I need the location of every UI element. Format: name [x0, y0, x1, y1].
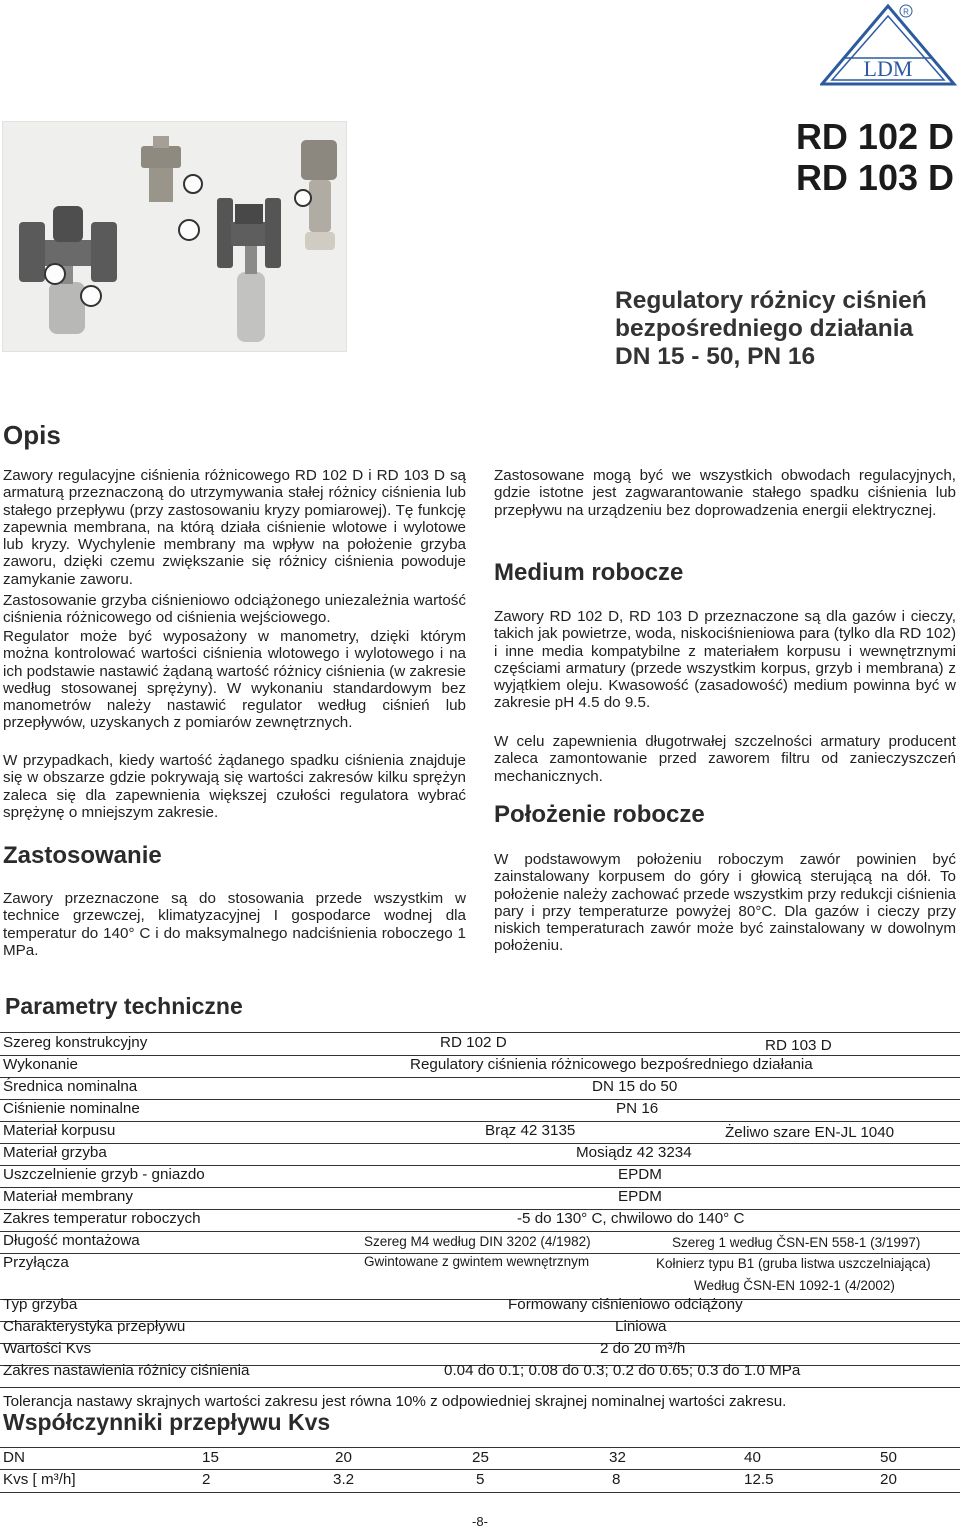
ldm-logo [820, 2, 958, 88]
param-value: EPDM [618, 1166, 662, 1183]
section-heading-opis: Opis [3, 420, 61, 450]
param-value: EPDM [618, 1188, 662, 1205]
param-value-rd103: RD 103 D [765, 1037, 832, 1054]
param-label: Wartości Kvs [3, 1340, 92, 1357]
kvs-value: 12.5 [744, 1471, 774, 1488]
table-row [0, 1232, 960, 1254]
param-label: Zakres temperatur roboczych [3, 1210, 201, 1227]
tolerance-note: Tolerancja nastawy skrajnych wartości zakresu jest równa 10% z odpowiedniej skrajnej nominalnej wartości zakresu. [3, 1393, 787, 1410]
param-value-rd103: Żeliwo szare EN-JL 1040 [725, 1124, 895, 1141]
table-row [0, 1362, 960, 1384]
param-value: Mosiądz 42 3234 [576, 1144, 692, 1161]
param-label: Materiał korpusu [3, 1122, 116, 1139]
zastosowanie-paragraph-2: Zastosowane mogą być we wszystkich obwodach regulacyjnych, gdzie istotne jest zagwarantowanie stałego spadku ciśnienia lub przepływu na urządzeniu bez doprowadzenia energii elektrycznej. [494, 467, 956, 519]
opis-paragraph-3: Regulator może być wyposażony w manometry, dzięki którym można kontrolować wartości ciśnienia wlotowego i wylotowego i na ich podstawie nastawić żądaną wartość różnicy ciśnienia (w zakresie według stosowanej sprężyny). W wykonaniu standardowym bez manometrów należy nastawić regulator według ciśnień lub przepływów, uzyskanych z pomiarów zewnętrznych. [3, 628, 466, 732]
param-label: Materiał grzyba [3, 1144, 107, 1161]
param-value-rd102: Brąz 42 3135 [485, 1122, 576, 1139]
product-subtitle [615, 287, 955, 371]
dn-value: 15 [202, 1449, 219, 1466]
kvs-value: 20 [880, 1471, 897, 1488]
svg-text:R: R [903, 7, 909, 17]
zastosowanie-paragraph-1: Zawory przeznaczone są do stosowania przede wszystkim w technice grzewczej, klimatyzacyjnej I gospodarce wodnej dla temperatur do 140° C i do maksymalnego nadciśnienia roboczego 1 MPa. [3, 890, 466, 959]
opis-paragraph-4: W przypadkach, kiedy wartość żądanego spadku ciśnienia znajduje się w obszarze gdzie pokrywają się wartości zakresów kilku sprężyn zaleca się dla zapewnienia większej czułości regulatora wybrać sprężynę o mniejszym zakresie. [3, 752, 466, 821]
param-label: Materiał membrany [3, 1188, 133, 1205]
subtitle-line-3: DN 15 - 50, PN 16 [615, 343, 816, 370]
product-photo [2, 121, 347, 352]
param-label: Zakres nastawienia różnicy ciśnienia [3, 1362, 250, 1379]
param-label: Wykonanie [3, 1056, 78, 1073]
svg-text:LDM: LDM [863, 56, 913, 81]
kvs-value: 8 [612, 1471, 621, 1488]
section-heading-parametry: Parametry techniczne [5, 993, 243, 1019]
medium-paragraph-2: W celu zapewnienia długotrwałej szczelności armatury producent zaleca zamontowanie przed zaworem filtru od zanieczyszczeń mechanicznych. [494, 733, 956, 785]
param-value: DN 15 do 50 [592, 1078, 678, 1095]
subtitle-line-2: bezpośredniego działania [615, 315, 914, 342]
kvs-value: 3.2 [333, 1471, 355, 1488]
param-value: -5 do 130° C, chwilowo do 140° C [517, 1210, 745, 1227]
polozenie-paragraph-1: W podstawowym położeniu roboczym zawór powinien być zainstalowany korpusem do góry i głowicą sterującą na dół. To położenie należy zachować przede wszystkim przy redukcji ciśnienia pary i przy temperaturze powyżej 80°C. Dla gazów i cieczy przy niskich temperaturach zawór może być zainstalowany w dowolnym położeniu. [494, 851, 956, 955]
subtitle-line-1: Regulatory różnicy ciśnień [615, 287, 927, 314]
param-value: 2 do 20 m³/h [600, 1340, 686, 1357]
model-title [796, 116, 954, 198]
section-heading-zastosowanie: Zastosowanie [3, 842, 162, 869]
param-label: Długość montażowa [3, 1232, 140, 1249]
section-heading-medium: Medium robocze [494, 559, 684, 586]
param-label: Uszczelnienie grzyb - gniazdo [3, 1166, 205, 1183]
param-value: PN 16 [616, 1100, 659, 1117]
page-number: -8- [472, 1514, 488, 1529]
dn-value: 40 [744, 1449, 761, 1466]
medium-paragraph-1: Zawory RD 102 D, RD 103 D przeznaczone są dla gazów i cieczy, takich jak powietrze, woda, niskociśnieniowa para (tylko dla RD 102) i inne media kompatybilne z materiałem korpusu i wewnętrznymi częściami armatury (przede wszystkim korpus, grzyb i membrana) z wyjątkiem oleju. Kwasowość (zasadowość) medium powinna być w zakresie pH 4.5 do 9.5. [494, 608, 956, 712]
param-value: Liniowa [615, 1318, 667, 1335]
param-value-rd102: RD 102 D [440, 1034, 507, 1051]
param-value-rd103: Kołnierz typu B1 (gruba listwa uszczelniająca) [656, 1256, 931, 1271]
opis-paragraph-2: Zastosowanie grzyba ciśnieniowo odciążonego uniezależnia wartość ciśnienia różnicowego od ciśnienia wejściowego. [3, 592, 466, 627]
param-value: Formowany ciśnieniowo odciążony [508, 1296, 743, 1313]
table-row [0, 1210, 960, 1232]
param-value: Regulatory ciśnienia różnicowego bezpośredniego działania [410, 1056, 813, 1073]
model-1: RD 102 D [795, 116, 954, 157]
param-label: Szereg konstrukcyjny [3, 1034, 148, 1051]
dn-value: 50 [880, 1449, 897, 1466]
section-heading-kvs: Współczynniki przepływu Kvs [3, 1409, 331, 1435]
param-value: 0.04 do 0.1; 0.08 do 0.3; 0.2 do 0.65; 0.3 do 1.0 MPa [444, 1362, 801, 1379]
param-value-rd102: Gwintowane z gwintem wewnętrznym [364, 1254, 590, 1269]
kvs-row-label-dn: DN [3, 1449, 25, 1466]
dn-value: 20 [335, 1449, 352, 1466]
table-row [0, 1318, 960, 1340]
table-row [0, 1034, 960, 1056]
kvs-value: 2 [202, 1471, 211, 1488]
table-row [0, 1340, 960, 1362]
param-label: Ciśnienie nominalne [3, 1100, 140, 1117]
param-label: Średnica nominalna [3, 1078, 138, 1095]
model-2: RD 103 D [795, 157, 954, 198]
param-label: Przyłącza [3, 1254, 69, 1271]
param-value-rd103: Szereg 1 według ČSN-EN 558-1 (3/1997) [672, 1235, 921, 1250]
param-label: Typ grzyba [3, 1296, 78, 1313]
table-row [0, 1188, 960, 1210]
dn-value: 25 [472, 1449, 489, 1466]
table-row [0, 1166, 960, 1188]
dn-value: 32 [609, 1449, 626, 1466]
param-value-rd102: Szereg M4 według DIN 3202 (4/1982) [364, 1234, 591, 1249]
table-row [0, 1254, 960, 1298]
opis-paragraph-1: Zawory regulacyjne ciśnienia różnicowego RD 102 D i RD 103 D są armaturą przeznaczoną do utrzymywania stałej różnicy ciśnienia lub stałego przepływu (przy zastosowaniu kryzy pomiarowej). Tę funkcję zapewnia membrana, na którą działa ciśnienie wlotowe i wylotowe lub kryzy. Wychylenie membrany ma wpływ na położenie grzyba zaworu, dzięki czemu zwiększanie się różnicy ciśnienia powoduje zamykanie zaworu. [3, 467, 466, 588]
kvs-row-label-kvs: Kvs [ m³/h] [3, 1471, 76, 1488]
table-row [0, 1144, 960, 1166]
section-heading-polozenie: Położenie robocze [494, 801, 705, 828]
param-label: Charakterystyka przepływu [3, 1318, 186, 1335]
table-row [0, 1296, 960, 1318]
table-row [0, 1122, 960, 1144]
param-value-rd103-line2: Według ČSN-EN 1092-1 (4/2002) [694, 1278, 895, 1293]
table-row [0, 1100, 960, 1122]
table-row [0, 1078, 960, 1100]
table-row [0, 1056, 960, 1078]
kvs-value: 5 [476, 1471, 485, 1488]
